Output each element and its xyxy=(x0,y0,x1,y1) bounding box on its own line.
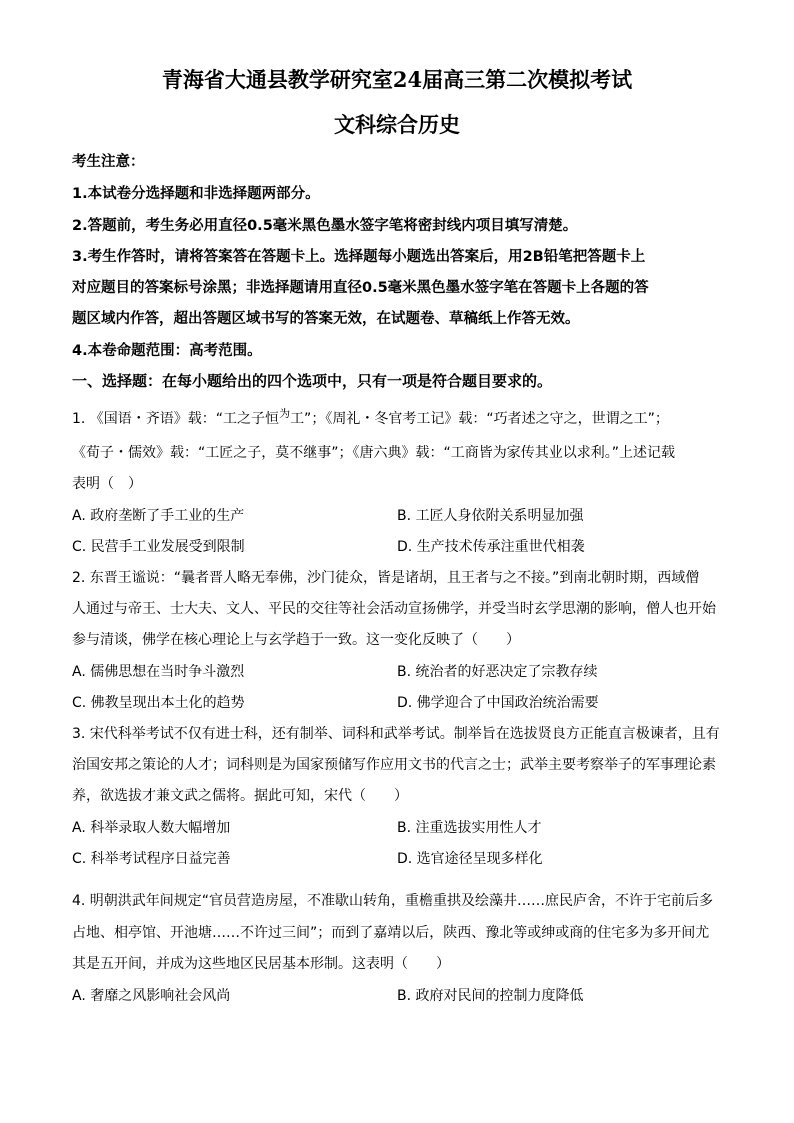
q3-option-b: B. 注重选拔实用性人才 xyxy=(397,820,542,836)
q1-option-b: B. 工匠人身依附关系明显加强 xyxy=(397,508,584,524)
q3-option-d: D. 选官途径呈现多样化 xyxy=(397,851,543,867)
q4-option-b: B. 政府对民间的控制力度降低 xyxy=(397,988,584,1004)
page-subtitle: 文科综合历史 xyxy=(334,112,460,137)
q2-option-a: A. 儒佛思想在当时争斗激烈 xyxy=(72,664,245,680)
q1-option-c: C. 民营手工业发展受到限制 xyxy=(72,539,245,555)
section-heading: 一、选择题：在每小题给出的四个选项中，只有一项是符合题目要求的。 xyxy=(72,372,553,390)
q3-option-a: A. 科举录取人数大幅增加 xyxy=(72,820,231,836)
q1-option-a: A. 政府垄断了手工业的生产 xyxy=(72,508,245,524)
notice-heading: 考生注意： xyxy=(72,154,145,170)
notice-item-3-line-2: 对应题目的答案标号涂黑；非选择题请用直径0.5毫米黑色墨水签字笔在答题卡上各题的答 xyxy=(72,280,649,296)
page-title: 青海省大通县教学研究室24届高三第二次模拟考试 xyxy=(161,67,633,92)
q1-option-d: D. 生产技术传承注重世代相袭 xyxy=(397,539,585,555)
q1-stem-line-3: 表明（ ） xyxy=(72,476,142,492)
q3-stem-line-1: 3. 宋代科举考试不仅有进士科，还有制举、词科和武举考试。制举旨在选拔贤良方正能直言极谏者，且有 xyxy=(72,726,720,742)
q2-stem-line-3: 参与清谈，佛学在核心理论上与玄学趋于一致。这一变化反映了（ ） xyxy=(72,632,520,648)
q1-stem-line-2: 《荀子・儒效》载：“工匠之子，莫不继事”；《唐六典》载：“工商皆为家传其业以求利。”上述记载 xyxy=(72,445,676,461)
notice-item-3-line-1: 3.考生作答时，请将答案答在答题卡上。选择题每小题选出答案后，用2B铅笔把答题卡上 xyxy=(72,249,646,265)
notice-item-1: 1.本试卷分选择题和非选择题两部分。 xyxy=(72,186,320,202)
q2-option-d: D. 佛学迎合了中国政治统治需要 xyxy=(397,695,599,711)
notice-item-4: 4.本卷命题范围：高考范围。 xyxy=(72,343,262,359)
q3-stem-line-3: 养，欲选拔才兼文武之儒将。据此可知，宋代（ ） xyxy=(72,788,408,804)
q4-stem-line-1: 4. 明朝洪武年间规定“官员营造房屋，不准歇山转角，重檐重拱及绘藻井……庶民庐舍，不许于宅前后多 xyxy=(72,893,714,909)
q2-option-b: B. 统治者的好恶决定了宗教存续 xyxy=(397,664,598,680)
q3-option-c: C. 科举考试程序日益完善 xyxy=(72,851,231,867)
q2-stem-line-2: 人通过与帝王、士大夫、文人、平民的交往等社会活动宣扬佛学，并受当时玄学思潮的影响，僧人也开始 xyxy=(72,601,716,617)
q1-superscript: 为 xyxy=(279,407,291,420)
q3-stem-line-2: 治国安邦之策论的人才；词科则是为国家预储写作应用文书的代言之士；武举主要考察举子的军事理论素 xyxy=(72,757,716,773)
notice-item-3-line-3: 题区域内作答，超出答题区域书写的答案无效，在试题卷、草稿纸上作答无效。 xyxy=(72,311,580,327)
q4-stem-line-2: 占地、相亭馆、开池塘……不许过三间”；而到了嘉靖以后，陕西、豫北等或绅或商的住宅多为多开间尤 xyxy=(72,925,710,941)
q1-stem-line-1: 1. 《国语・齐语》载：“工之子恒$^为$工”；《周礼・冬官考工记》载：“巧者述之守之，世谓之工”； xyxy=(72,407,669,427)
q2-stem-line-1: 2. 东晋王谧说：“曩者晋人略无奉佛，沙门徒众，皆是诸胡，且王者与之不接。”到南北朝时期，西域僧 xyxy=(72,570,700,586)
notice-item-2: 2.答题前，考生务必用直径0.5毫米黑色墨水签字笔将密封线内项目填写清楚。 xyxy=(72,218,578,234)
q4-option-a: A. 奢靡之风影响社会风尚 xyxy=(72,988,231,1004)
q2-option-c: C. 佛教呈现出本土化的趋势 xyxy=(72,695,245,711)
q4-stem-line-3: 其是五开间，并成为这些地区民居基本形制。这表明（ ） xyxy=(72,956,450,972)
